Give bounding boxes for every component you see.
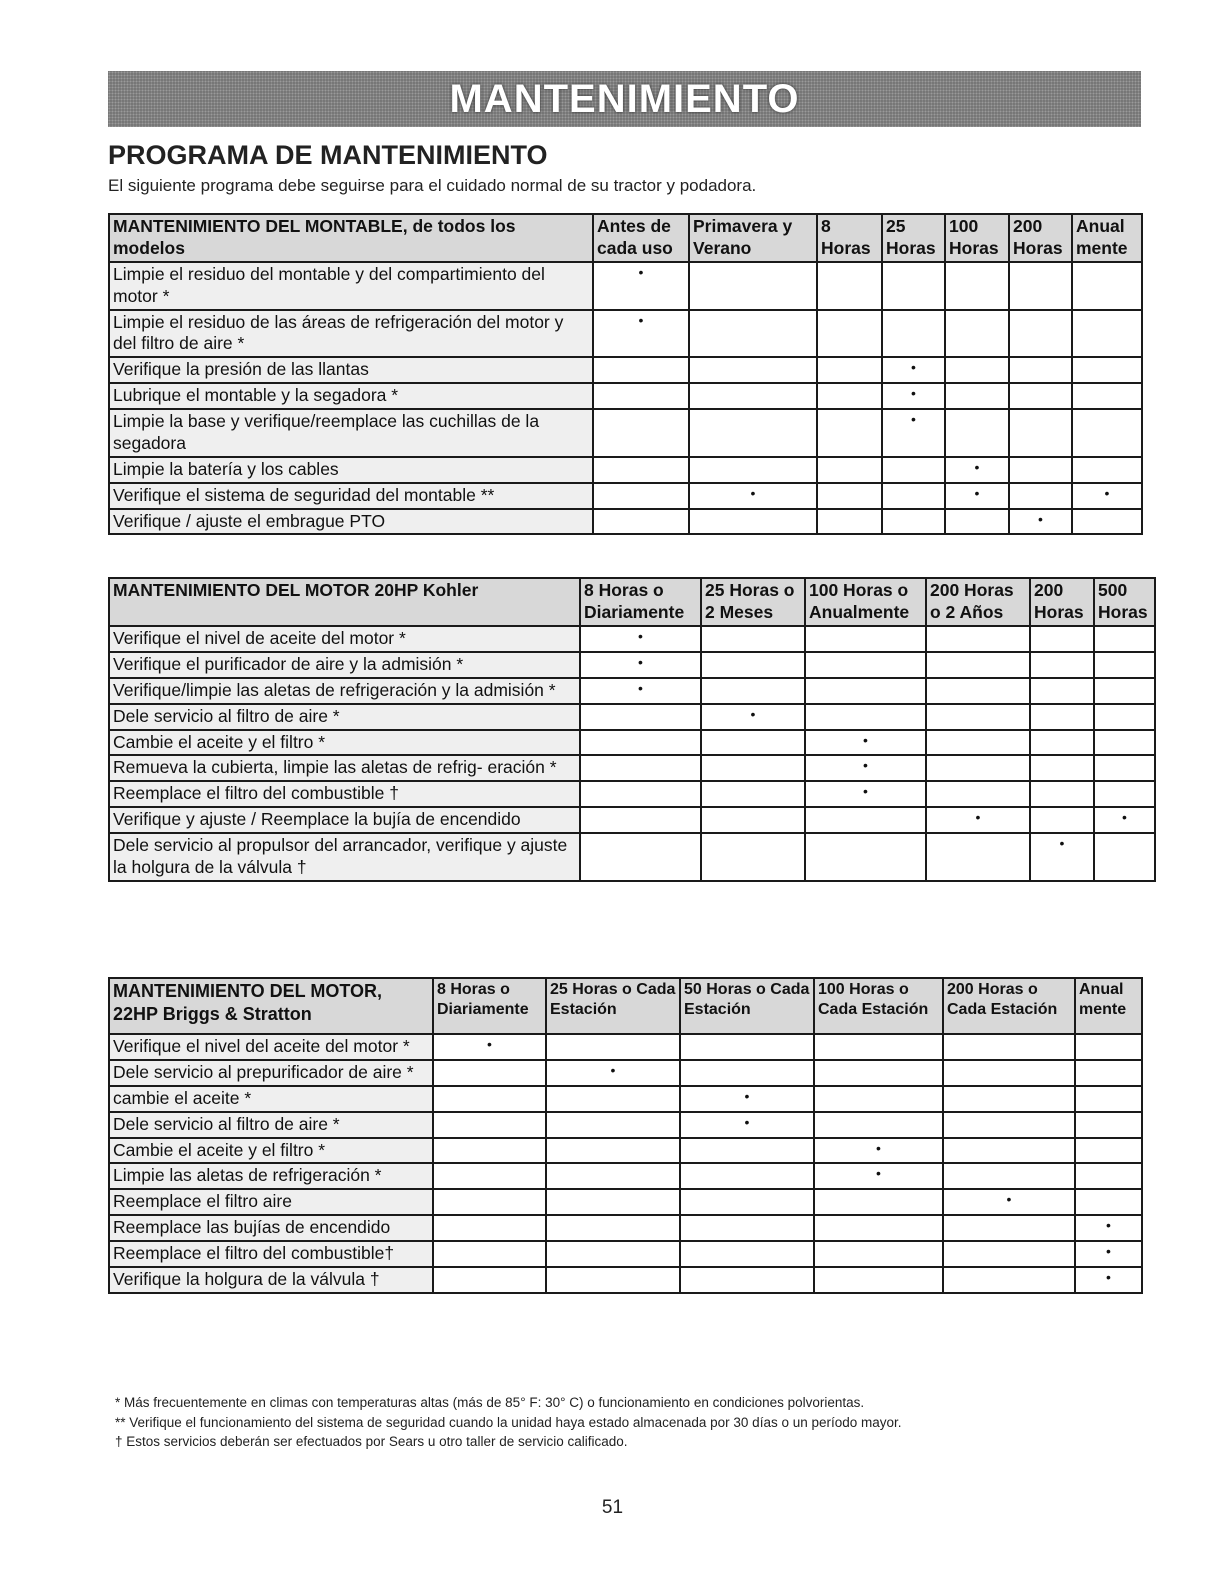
task-cell: Limpie el residuo del montable y del compartimiento del motor * xyxy=(109,262,593,310)
table-row xyxy=(109,1060,1142,1086)
schedule-cell xyxy=(1072,262,1142,310)
task-cell: Reemplace el filtro del combustible† xyxy=(109,1241,433,1267)
intro-text: El siguiente programa debe seguirse para el cuidado normal de su tractor y podadora. xyxy=(108,176,757,195)
schedule-cell xyxy=(1075,1086,1142,1112)
schedule-cell xyxy=(1009,310,1072,358)
schedule-cell xyxy=(593,457,689,483)
schedule-cell xyxy=(1030,652,1094,678)
schedule-cell xyxy=(814,1215,943,1241)
schedule-cell xyxy=(546,1034,680,1060)
table-row xyxy=(109,704,1155,730)
schedule-cell xyxy=(814,1189,943,1215)
schedule-dot: • xyxy=(805,755,926,781)
interval-header: 200 Horas xyxy=(1030,578,1094,626)
task-cell: Reemplace el filtro del combustible † xyxy=(109,781,580,807)
schedule-cell xyxy=(580,781,701,807)
footnotes xyxy=(115,1393,902,1452)
interval-header: 25 Horas o Cada Estación xyxy=(546,978,680,1034)
schedule-cell xyxy=(1030,781,1094,807)
schedule-cell xyxy=(701,652,805,678)
schedule-cell xyxy=(805,833,926,881)
schedule-cell xyxy=(945,262,1009,310)
schedule-cell xyxy=(689,383,817,409)
schedule-cell xyxy=(689,409,817,457)
interval-header: 8 Horas xyxy=(817,214,882,262)
schedule-cell xyxy=(546,1189,680,1215)
task-cell: Verifique la holgura de la válvula † xyxy=(109,1267,433,1293)
schedule-cell xyxy=(1072,310,1142,358)
table-row xyxy=(109,383,1142,409)
schedule-cell xyxy=(1094,704,1155,730)
table-row xyxy=(109,1189,1142,1215)
schedule-cell xyxy=(945,509,1009,535)
schedule-cell xyxy=(1075,1034,1142,1060)
schedule-cell xyxy=(943,1060,1075,1086)
task-cell: Verifique el nivel del aceite del motor * xyxy=(109,1034,433,1060)
schedule-cell xyxy=(701,678,805,704)
schedule-cell xyxy=(814,1112,943,1138)
schedule-cell xyxy=(580,807,701,833)
schedule-cell xyxy=(926,678,1030,704)
table-row xyxy=(109,781,1155,807)
schedule-cell xyxy=(1009,383,1072,409)
task-cell: Verifique el sistema de seguridad del montable ** xyxy=(109,483,593,509)
task-cell: Verifique el nivel de aceite del motor * xyxy=(109,626,580,652)
table-row xyxy=(109,1112,1142,1138)
schedule-cell xyxy=(943,1163,1075,1189)
interval-header: 500 Horas xyxy=(1094,578,1155,626)
schedule-cell xyxy=(805,678,926,704)
interval-header: Primavera y Verano xyxy=(689,214,817,262)
schedule-cell xyxy=(580,833,701,881)
table-header xyxy=(109,578,1155,626)
table-row xyxy=(109,626,1155,652)
task-cell: Limpie la base y verifique/reemplace las cuchillas de la segadora xyxy=(109,409,593,457)
schedule-dot: • xyxy=(814,1163,943,1189)
table-row xyxy=(109,1267,1142,1293)
schedule-cell xyxy=(1009,357,1072,383)
schedule-cell xyxy=(814,1086,943,1112)
schedule-cell xyxy=(943,1138,1075,1164)
schedule-dot: • xyxy=(814,1138,943,1164)
schedule-cell xyxy=(689,262,817,310)
task-cell: Verifique la presión de las llantas xyxy=(109,357,593,383)
task-cell: Reemplace el filtro aire xyxy=(109,1189,433,1215)
table-title-header: MANTENIMIENTO DEL MOTOR, 22HP Briggs & Stratton xyxy=(109,978,433,1034)
schedule-cell xyxy=(945,409,1009,457)
table-title-header: MANTENIMIENTO DEL MOTOR 20HP Kohler xyxy=(109,578,580,626)
schedule-cell xyxy=(926,626,1030,652)
interval-header: 50 Horas o Cada Estación xyxy=(680,978,814,1034)
schedule-cell xyxy=(689,357,817,383)
footnote: * Más frecuentemente en climas con temperaturas altas (más de 85° F: 30° C) o funcionamiento en condiciones polvorientas. xyxy=(115,1395,865,1410)
task-cell: Remueva la cubierta, limpie las aletas de refrig- eración * xyxy=(109,755,580,781)
schedule-cell xyxy=(1075,1189,1142,1215)
schedule-cell xyxy=(926,781,1030,807)
schedule-cell xyxy=(433,1112,546,1138)
schedule-cell xyxy=(701,730,805,756)
schedule-cell xyxy=(433,1241,546,1267)
schedule-cell xyxy=(593,483,689,509)
schedule-cell xyxy=(945,383,1009,409)
schedule-cell xyxy=(546,1215,680,1241)
schedule-cell xyxy=(1009,483,1072,509)
table-row xyxy=(109,357,1142,383)
interval-header: 100 Horas o Cada Estación xyxy=(814,978,943,1034)
table-row xyxy=(109,1034,1142,1060)
schedule-dot: • xyxy=(593,262,689,310)
schedule-cell xyxy=(433,1267,546,1293)
schedule-cell xyxy=(433,1189,546,1215)
schedule-cell xyxy=(817,483,882,509)
schedule-dot: • xyxy=(1075,1241,1142,1267)
task-cell: Limpie la batería y los cables xyxy=(109,457,593,483)
schedule-dot: • xyxy=(805,781,926,807)
schedule-cell xyxy=(943,1112,1075,1138)
schedule-cell xyxy=(1072,509,1142,535)
task-cell: Verifique y ajuste / Reemplace la bujía de encendido xyxy=(109,807,580,833)
schedule-dot: • xyxy=(882,383,945,409)
schedule-dot: • xyxy=(945,457,1009,483)
table-header xyxy=(109,978,1142,1034)
schedule-cell xyxy=(1072,357,1142,383)
schedule-cell xyxy=(1094,781,1155,807)
schedule-cell xyxy=(817,357,882,383)
schedule-dot: • xyxy=(945,483,1009,509)
schedule-cell xyxy=(546,1163,680,1189)
schedule-cell xyxy=(546,1086,680,1112)
task-cell: Cambie el aceite y el filtro * xyxy=(109,1138,433,1164)
interval-header: Antes de cada uso xyxy=(593,214,689,262)
schedule-cell xyxy=(433,1060,546,1086)
schedule-dot: • xyxy=(580,626,701,652)
schedule-cell xyxy=(701,833,805,881)
schedule-cell xyxy=(1072,383,1142,409)
table-row xyxy=(109,833,1155,881)
schedule-cell xyxy=(1094,755,1155,781)
schedule-cell xyxy=(1009,457,1072,483)
schedule-cell xyxy=(1030,626,1094,652)
schedule-cell xyxy=(689,509,817,535)
task-cell: Dele servicio al propulsor del arrancador, verifique y ajuste la holgura de la válvula † xyxy=(109,833,580,881)
schedule-cell xyxy=(926,704,1030,730)
table-row xyxy=(109,1163,1142,1189)
schedule-cell xyxy=(1075,1060,1142,1086)
schedule-cell xyxy=(882,262,945,310)
schedule-cell xyxy=(814,1241,943,1267)
schedule-cell xyxy=(680,1241,814,1267)
schedule-cell xyxy=(817,310,882,358)
schedule-cell xyxy=(817,457,882,483)
schedule-cell xyxy=(1030,704,1094,730)
schedule-dot: • xyxy=(680,1112,814,1138)
schedule-cell xyxy=(1030,807,1094,833)
schedule-cell xyxy=(943,1086,1075,1112)
schedule-cell xyxy=(805,704,926,730)
schedule-cell xyxy=(580,704,701,730)
schedule-cell xyxy=(1094,678,1155,704)
table-row xyxy=(109,652,1155,678)
schedule-dot: • xyxy=(433,1034,546,1060)
schedule-cell xyxy=(926,755,1030,781)
schedule-cell xyxy=(689,310,817,358)
table-row xyxy=(109,755,1155,781)
schedule-dot: • xyxy=(1094,807,1155,833)
table-row xyxy=(109,262,1142,310)
footnote: † Estos servicios deberán ser efectuados por Sears u otro taller de servicio calificado. xyxy=(115,1434,628,1450)
task-cell: Reemplace las bujías de encendido xyxy=(109,1215,433,1241)
footnote: ** Verifique el funcionamiento del sistema de seguridad cuando la unidad haya estado almacenada por 30 días o un período mayor. xyxy=(115,1414,902,1430)
schedule-cell xyxy=(943,1267,1075,1293)
schedule-cell xyxy=(680,1267,814,1293)
schedule-cell xyxy=(1009,262,1072,310)
schedule-cell xyxy=(926,652,1030,678)
schedule-cell xyxy=(814,1034,943,1060)
schedule-dot: • xyxy=(1075,1267,1142,1293)
section-banner xyxy=(108,71,1141,127)
schedule-cell xyxy=(701,626,805,652)
table-row xyxy=(109,1215,1142,1241)
schedule-cell xyxy=(680,1034,814,1060)
interval-header: 25 Horas o 2 Meses xyxy=(701,578,805,626)
schedule-cell xyxy=(1030,730,1094,756)
schedule-dot: • xyxy=(943,1189,1075,1215)
task-cell: Dele servicio al filtro de aire * xyxy=(109,1112,433,1138)
task-cell: Lubrique el montable y la segadora * xyxy=(109,383,593,409)
schedule-cell xyxy=(1009,409,1072,457)
schedule-cell xyxy=(680,1163,814,1189)
ride-on-maintenance-table xyxy=(108,213,1143,535)
table-title-header: MANTENIMIENTO DEL MONTABLE, de todos los modelos xyxy=(109,214,593,262)
schedule-cell xyxy=(689,457,817,483)
interval-header: 25 Horas xyxy=(882,214,945,262)
schedule-cell xyxy=(1030,678,1094,704)
schedule-cell xyxy=(943,1241,1075,1267)
task-cell: Limpie las aletas de refrigeración * xyxy=(109,1163,433,1189)
schedule-dot: • xyxy=(593,310,689,358)
interval-header: 8 Horas o Diariamente xyxy=(580,578,701,626)
schedule-dot: • xyxy=(805,730,926,756)
banner-title: MANTENIMIENTO xyxy=(449,76,800,121)
schedule-cell xyxy=(817,509,882,535)
table-row xyxy=(109,409,1142,457)
schedule-dot: • xyxy=(701,704,805,730)
table-header xyxy=(109,214,1142,262)
schedule-cell xyxy=(945,310,1009,358)
schedule-dot: • xyxy=(1009,509,1072,535)
schedule-cell xyxy=(1072,457,1142,483)
schedule-cell xyxy=(701,755,805,781)
schedule-cell xyxy=(1075,1112,1142,1138)
interval-header: 200 Horas o 2 Años xyxy=(926,578,1030,626)
schedule-cell xyxy=(882,483,945,509)
table-row xyxy=(109,1086,1142,1112)
schedule-cell xyxy=(945,357,1009,383)
table-row xyxy=(109,1138,1142,1164)
schedule-cell xyxy=(805,807,926,833)
schedule-cell xyxy=(926,833,1030,881)
schedule-cell xyxy=(580,755,701,781)
schedule-dot: • xyxy=(1030,833,1094,881)
schedule-dot: • xyxy=(882,409,945,457)
table-row xyxy=(109,1241,1142,1267)
schedule-cell xyxy=(805,652,926,678)
schedule-cell xyxy=(680,1138,814,1164)
interval-header: 100 Horas o Anualmente xyxy=(805,578,926,626)
schedule-cell xyxy=(433,1215,546,1241)
schedule-cell xyxy=(701,781,805,807)
schedule-cell xyxy=(1072,409,1142,457)
schedule-cell xyxy=(882,509,945,535)
schedule-dot: • xyxy=(580,678,701,704)
interval-header: Anual mente xyxy=(1072,214,1142,262)
schedule-cell xyxy=(593,509,689,535)
schedule-cell xyxy=(680,1189,814,1215)
schedule-cell xyxy=(805,626,926,652)
page-title: PROGRAMA DE MANTENIMIENTO xyxy=(108,140,548,170)
schedule-cell xyxy=(943,1034,1075,1060)
task-cell: Dele servicio al prepurificador de aire * xyxy=(109,1060,433,1086)
table-row xyxy=(109,730,1155,756)
schedule-cell xyxy=(433,1086,546,1112)
schedule-cell xyxy=(1094,626,1155,652)
schedule-cell xyxy=(546,1241,680,1267)
schedule-cell xyxy=(1094,833,1155,881)
page-number: 51 xyxy=(601,1497,624,1518)
schedule-cell xyxy=(593,383,689,409)
task-cell: cambie el aceite * xyxy=(109,1086,433,1112)
task-cell: Limpie el residuo de las áreas de refrigeración del motor y del filtro de aire * xyxy=(109,310,593,358)
schedule-cell xyxy=(882,457,945,483)
table-row xyxy=(109,310,1142,358)
schedule-cell xyxy=(817,409,882,457)
table-row xyxy=(109,807,1155,833)
interval-header: 200 Horas o Cada Estación xyxy=(943,978,1075,1034)
schedule-dot: • xyxy=(546,1060,680,1086)
schedule-dot: • xyxy=(926,807,1030,833)
kohler-engine-maintenance-table xyxy=(108,577,1156,882)
schedule-cell xyxy=(433,1163,546,1189)
schedule-cell xyxy=(1094,652,1155,678)
interval-header: 8 Horas o Diariamente xyxy=(433,978,546,1034)
schedule-cell xyxy=(701,807,805,833)
interval-header: 100 Horas xyxy=(945,214,1009,262)
schedule-cell xyxy=(814,1060,943,1086)
schedule-cell xyxy=(593,409,689,457)
table-row xyxy=(109,509,1142,535)
schedule-cell xyxy=(817,383,882,409)
schedule-dot: • xyxy=(1072,483,1142,509)
task-cell: Cambie el aceite y el filtro * xyxy=(109,730,580,756)
table-row xyxy=(109,483,1142,509)
schedule-cell xyxy=(433,1138,546,1164)
interval-header: Anual mente xyxy=(1075,978,1142,1034)
schedule-cell xyxy=(1075,1163,1142,1189)
schedule-cell xyxy=(593,357,689,383)
briggs-engine-maintenance-table xyxy=(108,977,1143,1294)
schedule-cell xyxy=(882,310,945,358)
schedule-cell xyxy=(546,1138,680,1164)
table-row xyxy=(109,457,1142,483)
table-row xyxy=(109,678,1155,704)
task-cell: Verifique/limpie las aletas de refrigeración y la admisión * xyxy=(109,678,580,704)
schedule-cell xyxy=(1075,1138,1142,1164)
interval-header: 200 Horas xyxy=(1009,214,1072,262)
schedule-cell xyxy=(817,262,882,310)
schedule-cell xyxy=(814,1267,943,1293)
schedule-cell xyxy=(926,730,1030,756)
schedule-cell xyxy=(546,1267,680,1293)
schedule-dot: • xyxy=(689,483,817,509)
schedule-cell xyxy=(1094,730,1155,756)
schedule-cell xyxy=(680,1060,814,1086)
schedule-cell xyxy=(546,1112,680,1138)
schedule-cell xyxy=(1030,755,1094,781)
schedule-cell xyxy=(580,730,701,756)
schedule-dot: • xyxy=(680,1086,814,1112)
task-cell: Dele servicio al filtro de aire * xyxy=(109,704,580,730)
task-cell: Verifique el purificador de aire y la admisión * xyxy=(109,652,580,678)
schedule-dot: • xyxy=(882,357,945,383)
task-cell: Verifique / ajuste el embrague PTO xyxy=(109,509,593,535)
schedule-dot: • xyxy=(580,652,701,678)
schedule-cell xyxy=(680,1215,814,1241)
schedule-cell xyxy=(943,1215,1075,1241)
schedule-dot: • xyxy=(1075,1215,1142,1241)
